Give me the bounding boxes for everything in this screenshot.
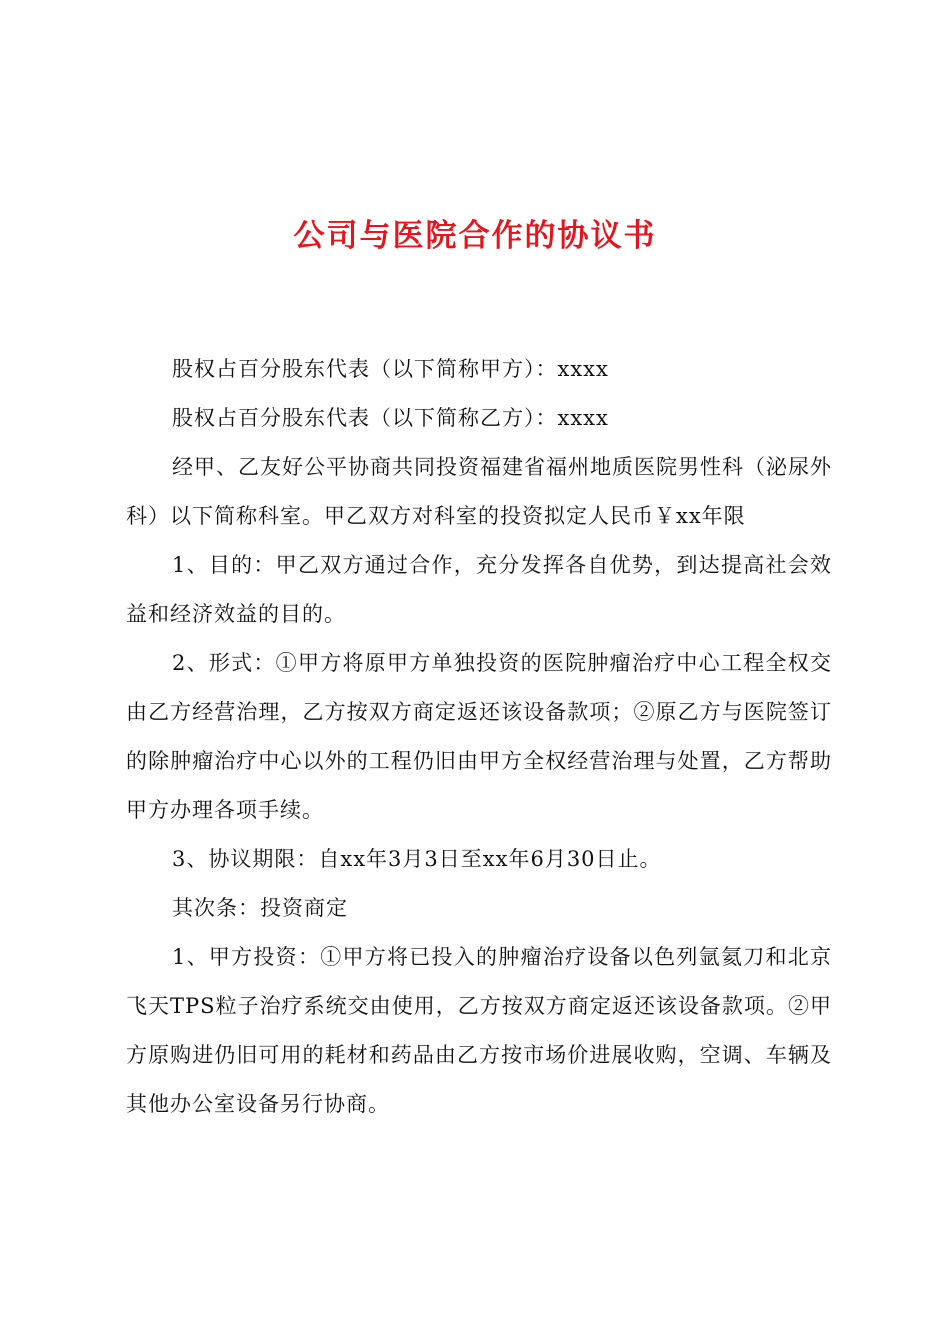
paragraph-purpose: 1、目的：甲乙双方通过合作，充分发挥各自优势，到达提高社会效益和经济效益的目的。 (126, 553, 832, 626)
document-title: 公司与医院合作的协议书 (293, 218, 657, 254)
document-body (126, 345, 832, 1129)
paragraph-party-a-investment: 1、甲方投资：①甲方将已投入的肿瘤治疗设备以色列氩氦刀和北京飞天TPS粒子治疗系统交由使用，乙方按双方商定返还该设备款项。②甲方原购进仍旧可用的耗材和药品由乙方按市场价进展收购，空调、车辆及其他办公室设备另行协商。 (126, 945, 832, 1116)
paragraph-form: 2、形式：①甲方将原甲方单独投资的医院肿瘤治疗中心工程全权交由乙方经营治理，乙方按双方商定返还该设备款项；②原乙方与医院签订的除肿瘤治疗中心以外的工程仍旧由甲方全权经营治理与处置，乙方帮助甲方办理各项手续。 (126, 651, 832, 822)
paragraph-term: 3、协议期限：自xx年3月3日至xx年6月30日止。 (172, 847, 662, 871)
paragraph-party-a: 股权占百分股东代表（以下简称甲方）：xxxx (172, 357, 609, 381)
section-heading-investment: 其次条：投资商定 (172, 896, 348, 920)
paragraph-preamble: 经甲、乙友好公平协商共同投资福建省福州地质医院男性科（泌尿外科）以下简称科室。甲乙双方对科室的投资拟定人民币￥xx年限 (126, 455, 832, 528)
paragraph-party-b: 股权占百分股东代表（以下简称乙方）：xxxx (172, 406, 609, 430)
